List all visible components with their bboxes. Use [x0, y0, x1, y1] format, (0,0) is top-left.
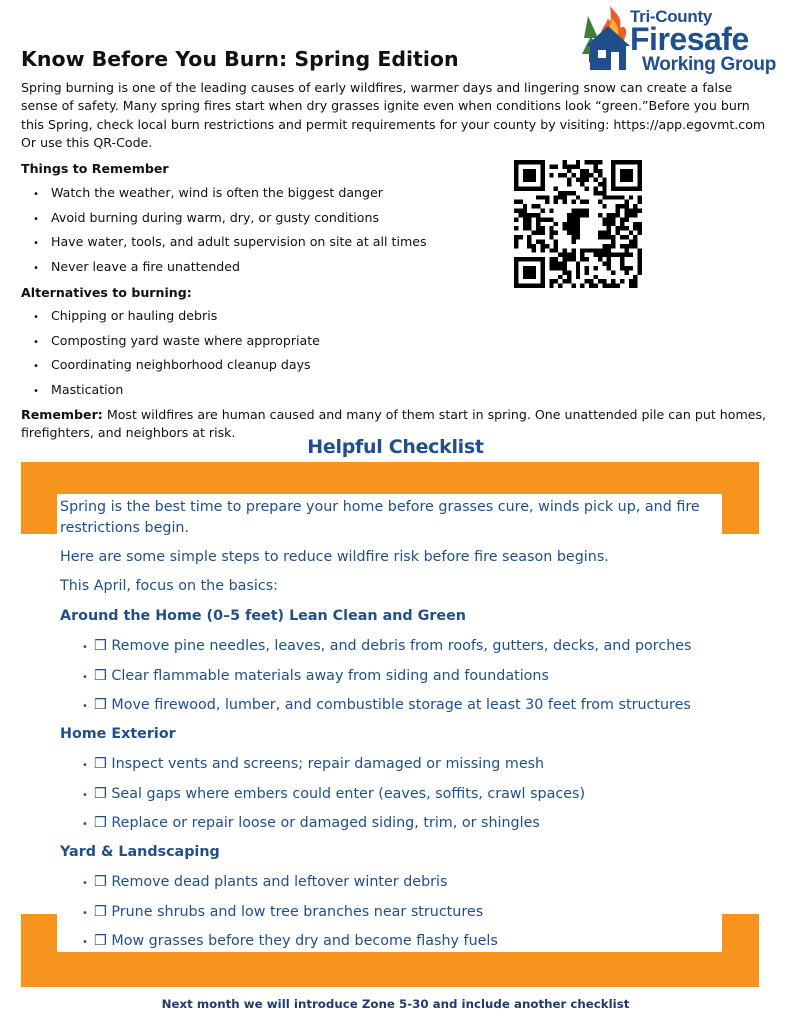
list-item: • Never leave a fire unattended: [33, 255, 427, 280]
section-heading: Yard & Landscaping: [60, 844, 220, 860]
checklist-steps-text: Here are some simple steps to reduce wildfire risk before fire season begins.: [60, 549, 609, 565]
list-item: • Watch the weather, wind is often the biggest danger: [33, 181, 427, 206]
intro-paragraph: Spring burning is one of the leading causes of early wildfires, warmer days and lingering snow can create a false sense of safety. Many spring fires start when dry grasses ignite even when conditions look “green.”Before you burn this Spring, check local burn restrictions and permit requirements for your county by visiting: https://app.egovmt.com Or use this QR-Code.: [21, 80, 766, 150]
remember-text: Most wildfires are human caused and many of them start in spring. One unattended pile can put homes, firefighters, and neighbors at risk.: [21, 407, 767, 441]
list-item: • Mastication: [33, 378, 320, 403]
things-list: [33, 181, 427, 279]
section-heading: Home Exterior: [60, 726, 176, 742]
alternatives-list: [33, 304, 320, 402]
checklist-item: • ❒ Clear flammable materials away from siding and foundations: [82, 667, 549, 684]
things-heading: Things to Remember: [21, 161, 169, 176]
remember-label: Remember:: [21, 407, 103, 422]
checklist-focus-text: This April, focus on the basics:: [60, 578, 278, 594]
section-heading: Around the Home (0–5 feet) Lean Clean and Green: [60, 608, 466, 624]
checklist-item: • ❒ Replace or repair loose or damaged siding, trim, or shingles: [82, 815, 540, 831]
page-title: Know Before You Burn: Spring Edition: [21, 47, 459, 71]
checklist-item: • ❒ Mow grasses before they dry and become flashy fuels: [82, 933, 498, 949]
checklist-item: • ❒ Remove pine needles, leaves, and debris from roofs, gutters, decks, and porches: [82, 638, 692, 654]
checklist-intro: Spring is the best time to prepare your home before grasses cure, winds pick up, and fire restrictions begin.: [60, 499, 700, 536]
organization-logo: [578, 4, 788, 76]
list-item: • Composting yard waste where appropriate: [33, 329, 320, 354]
checklist-section-list: [76, 632, 692, 721]
alternatives-heading: Alternatives to burning:: [21, 285, 192, 300]
logo-line-2: Firesafe: [630, 21, 749, 57]
qr-code-icon: [514, 160, 642, 288]
checklist-title: Helpful Checklist: [307, 436, 484, 458]
checklist-item: • ❒ Seal gaps where embers could enter (eaves, soffits, crawl spaces): [82, 785, 586, 802]
checklist-section-list: [76, 868, 498, 957]
list-item: • Have water, tools, and adult supervision on site at all times: [33, 230, 427, 255]
list-item: • Chipping or hauling debris: [33, 304, 320, 329]
checklist-item: • ❒ Move firewood, lumber, and combustible storage at least 30 feet from structures: [82, 697, 691, 713]
checklist-item: • ❒ Remove dead plants and leftover winter debris: [82, 874, 448, 890]
checklist-section-list: [76, 750, 585, 839]
checklist-item: • ❒ Inspect vents and screens; repair damaged or missing mesh: [82, 756, 545, 772]
house-fire-logo-icon: [578, 4, 638, 76]
logo-line-3: Working Group: [642, 54, 777, 75]
checklist-item: • ❒ Prune shrubs and low tree branches near structures: [82, 903, 484, 920]
list-item: • Coordinating neighborhood cleanup days: [33, 353, 320, 378]
footer-note: Next month we will introduce Zone 5-30 and include another checklist: [161, 997, 630, 1011]
logo-line-1: Tri-County: [630, 7, 712, 26]
list-item: • Avoid burning during warm, dry, or gusty conditions: [33, 206, 427, 231]
